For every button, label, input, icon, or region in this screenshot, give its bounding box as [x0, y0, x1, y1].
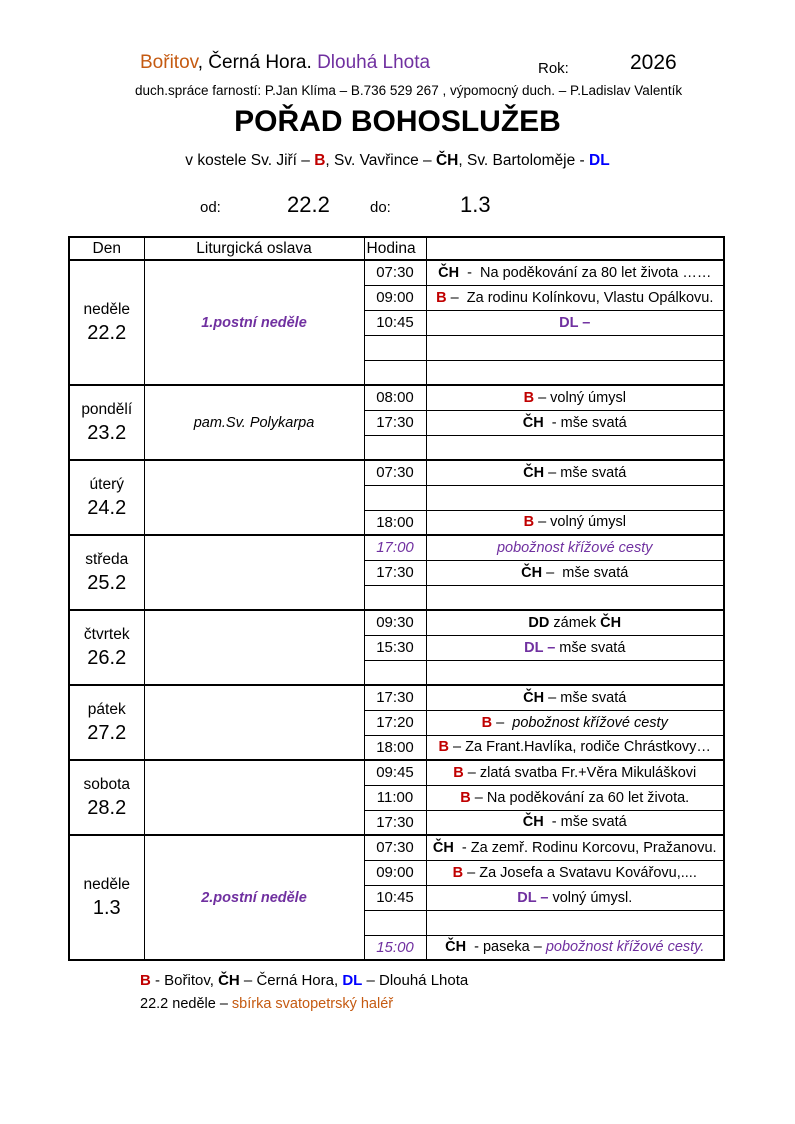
- time-cell: 07:30: [364, 460, 426, 485]
- time-cell: 15:30: [364, 635, 426, 660]
- intention-cell: [426, 585, 724, 610]
- celebration-cell: [144, 610, 364, 685]
- intention-cell: [426, 735, 724, 760]
- text-segment: B: [523, 514, 535, 531]
- day-date: 24.2: [87, 497, 127, 520]
- time-cell: [364, 485, 426, 510]
- text-segment: B: [453, 764, 464, 781]
- intention-cell: [426, 935, 724, 960]
- day-name: pátek: [87, 700, 126, 718]
- intention-cell: [426, 710, 724, 735]
- day-name: neděle: [83, 875, 131, 893]
- text-segment: B: [460, 789, 471, 806]
- clergy-line: duch.spráce farností: P.Jan Klíma – B.736 529 267 , výpomocný duch. – P.Ladislav Valentík: [135, 83, 683, 98]
- time-cell: 18:00: [364, 735, 426, 760]
- intention-cell: [426, 760, 724, 785]
- text-segment: - paseka –: [466, 939, 546, 956]
- text-segment: B: [436, 289, 447, 306]
- text-segment: pobožnost křížové cesty.: [545, 939, 705, 956]
- col-header-day: Den: [69, 237, 144, 260]
- day-date: 1.3: [92, 897, 121, 920]
- text-segment: –: [492, 714, 513, 731]
- day-name: sobota: [83, 775, 131, 793]
- text-segment: - mše svatá: [543, 414, 627, 431]
- text-segment: – Za rodinu Kolínkovu, Vlastu Opálkovu.: [446, 289, 714, 306]
- day-date: 22.2: [87, 322, 127, 345]
- text-segment: DL –: [524, 639, 556, 656]
- time-cell: [364, 585, 426, 610]
- text-segment: B: [523, 389, 535, 406]
- text-segment: – Dlouhá Lhota: [362, 972, 469, 989]
- text-segment: DL –: [559, 314, 591, 331]
- day-cell: [69, 610, 144, 685]
- table-row: [69, 835, 724, 860]
- intention-cell: [426, 685, 724, 710]
- day-cell: [69, 385, 144, 460]
- table-row: [69, 385, 724, 410]
- intention-cell: [426, 510, 724, 535]
- text-segment: B: [452, 864, 464, 881]
- text-segment: - mše svatá: [543, 814, 627, 831]
- time-cell: 09:00: [364, 860, 426, 885]
- time-cell: 10:45: [364, 885, 426, 910]
- intention-cell: [426, 535, 724, 560]
- page-title: POŘAD BOHOSLUŽEB: [234, 105, 561, 138]
- day-date: 28.2: [87, 797, 127, 820]
- text-segment: , Sv. Bartoloměje -: [458, 152, 590, 169]
- day-name: úterý: [89, 475, 124, 493]
- celebration-cell: [144, 460, 364, 535]
- day-cell: [69, 685, 144, 760]
- intention-cell: [426, 335, 724, 360]
- day-date: 25.2: [87, 572, 127, 595]
- intention-cell: [426, 285, 724, 310]
- celebration-cell: pam.Sv. Polykarpa: [144, 385, 364, 460]
- text-segment: sbírka svatopetrský haléř: [231, 996, 394, 1012]
- text-segment: v kostele Sv. Jiří –: [185, 152, 315, 169]
- intention-cell: [426, 410, 724, 435]
- table-row: [69, 535, 724, 560]
- intention-cell: [426, 860, 724, 885]
- intention-cell: [426, 910, 724, 935]
- day-date: 23.2: [87, 422, 127, 445]
- text-segment: ČH: [523, 464, 545, 481]
- intention-cell: [426, 460, 724, 485]
- table-row: [69, 610, 724, 635]
- time-cell: 09:00: [364, 285, 426, 310]
- time-cell: 17:30: [364, 685, 426, 710]
- table-row: [69, 685, 724, 710]
- text-segment: Dlouhá Lhota: [317, 52, 431, 73]
- text-segment: mše svatá: [555, 639, 626, 656]
- time-cell: 09:45: [364, 760, 426, 785]
- text-segment: – mše svatá: [542, 564, 629, 581]
- intention-cell: [426, 560, 724, 585]
- text-segment: ČH: [432, 839, 454, 856]
- intention-cell: [426, 885, 724, 910]
- day-date: 26.2: [87, 647, 127, 670]
- time-cell: 17:30: [364, 560, 426, 585]
- intention-cell: [426, 660, 724, 685]
- text-segment: pobožnost křížové cesty: [512, 714, 668, 731]
- text-segment: – Za Frant.Havlíka, rodiče Chrástkovy…: [449, 739, 711, 756]
- col-header-celebration: Liturgická oslava: [144, 237, 364, 260]
- year-value: 2026: [630, 51, 677, 74]
- day-name: pondělí: [81, 400, 133, 418]
- text-segment: ČH: [522, 414, 544, 431]
- text-segment: zámek: [549, 614, 601, 631]
- time-cell: [364, 360, 426, 385]
- text-segment: ČH: [438, 264, 460, 281]
- celebration-cell: 2.postní neděle: [144, 835, 364, 960]
- celebration-cell: [144, 760, 364, 835]
- celebration-cell: 1.postní neděle: [144, 260, 364, 385]
- schedule-table: [68, 236, 725, 961]
- intention-cell: [426, 785, 724, 810]
- col-header-time: Hodina: [364, 237, 426, 260]
- text-segment: B: [438, 739, 450, 756]
- churches-subtitle: [0, 152, 795, 170]
- day-cell: [69, 460, 144, 535]
- text-segment: B: [314, 152, 326, 169]
- text-segment: ČH: [600, 614, 622, 631]
- intention-cell: [426, 635, 724, 660]
- time-cell: [364, 660, 426, 685]
- text-segment: – volný úmysl: [534, 514, 626, 531]
- day-name: čtvrtek: [83, 625, 130, 643]
- time-cell: [364, 335, 426, 360]
- text-segment: ČH: [521, 564, 543, 581]
- day-name: neděle: [83, 300, 131, 318]
- parish-names: [140, 52, 430, 74]
- collection-note: [140, 996, 393, 1012]
- from-date: 22.2: [287, 192, 330, 217]
- time-cell: 18:00: [364, 510, 426, 535]
- celebration-cell: [144, 535, 364, 610]
- legend-line: [140, 972, 468, 989]
- to-date: 1.3: [460, 192, 491, 217]
- time-cell: 09:30: [364, 610, 426, 635]
- text-segment: DL –: [517, 889, 549, 906]
- col-header-intention: [426, 237, 724, 260]
- text-segment: – volný úmysl: [534, 389, 626, 406]
- text-segment: Bořitov: [140, 52, 198, 73]
- day-cell: [69, 535, 144, 610]
- text-segment: ČH: [522, 814, 544, 831]
- text-segment: ČH: [435, 152, 459, 169]
- day-date: 27.2: [87, 722, 127, 745]
- time-cell: [364, 910, 426, 935]
- day-cell: [69, 260, 144, 385]
- time-cell: 07:30: [364, 260, 426, 285]
- to-label: do:: [370, 199, 391, 216]
- time-cell: 17:00: [364, 535, 426, 560]
- text-segment: - Na poděkování za 80 let života ……: [459, 264, 712, 281]
- text-segment: - Bořitov,: [150, 972, 219, 989]
- year-label: Rok:: [538, 60, 569, 77]
- text-segment: pobožnost křížové cesty: [496, 539, 653, 556]
- intention-cell: [426, 310, 724, 335]
- text-segment: DL: [589, 152, 610, 169]
- text-segment: , Černá Hora.: [197, 52, 318, 73]
- text-segment: DL: [342, 972, 363, 989]
- text-segment: B: [481, 714, 493, 731]
- time-cell: 11:00: [364, 785, 426, 810]
- text-segment: - Za zemř. Rodinu Korcovu, Pražanovu.: [453, 839, 717, 856]
- intention-cell: [426, 260, 724, 285]
- intention-cell: [426, 385, 724, 410]
- from-label: od:: [200, 199, 221, 216]
- intention-cell: [426, 360, 724, 385]
- table-header-row: [69, 237, 724, 260]
- text-segment: B: [140, 972, 151, 989]
- text-segment: – zlatá svatba Fr.+Věra Mikuláškovi: [463, 764, 697, 781]
- intention-cell: [426, 810, 724, 835]
- time-cell: 15:00: [364, 935, 426, 960]
- time-cell: 17:30: [364, 810, 426, 835]
- text-segment: volný úmysl.: [548, 889, 633, 906]
- table-row: [69, 760, 724, 785]
- intention-cell: [426, 485, 724, 510]
- text-segment: – mše svatá: [544, 464, 627, 481]
- text-segment: – Za Josefa a Svatavu Kovářovu,....: [463, 864, 697, 881]
- table-row: [69, 260, 724, 285]
- text-segment: ČH: [445, 939, 467, 956]
- time-cell: 17:20: [364, 710, 426, 735]
- schedule-table-body: [69, 260, 724, 960]
- text-segment: ČH: [523, 689, 545, 706]
- time-cell: 17:30: [364, 410, 426, 435]
- table-row: [69, 460, 724, 485]
- day-cell: [69, 835, 144, 960]
- text-segment: – mše svatá: [544, 689, 627, 706]
- celebration-cell: [144, 685, 364, 760]
- text-segment: – Na poděkování za 60 let života.: [470, 789, 690, 806]
- intention-cell: [426, 435, 724, 460]
- time-cell: 07:30: [364, 835, 426, 860]
- day-cell: [69, 760, 144, 835]
- text-segment: – Černá Hora,: [239, 972, 343, 989]
- text-segment: ČH: [218, 972, 240, 989]
- intention-cell: [426, 835, 724, 860]
- day-name: středa: [85, 550, 129, 568]
- time-cell: 10:45: [364, 310, 426, 335]
- time-cell: [364, 435, 426, 460]
- text-segment: 22.2 neděle –: [140, 996, 232, 1012]
- intention-cell: [426, 610, 724, 635]
- text-segment: DD: [528, 614, 550, 631]
- time-cell: 08:00: [364, 385, 426, 410]
- text-segment: , Sv. Vavřince –: [325, 152, 436, 169]
